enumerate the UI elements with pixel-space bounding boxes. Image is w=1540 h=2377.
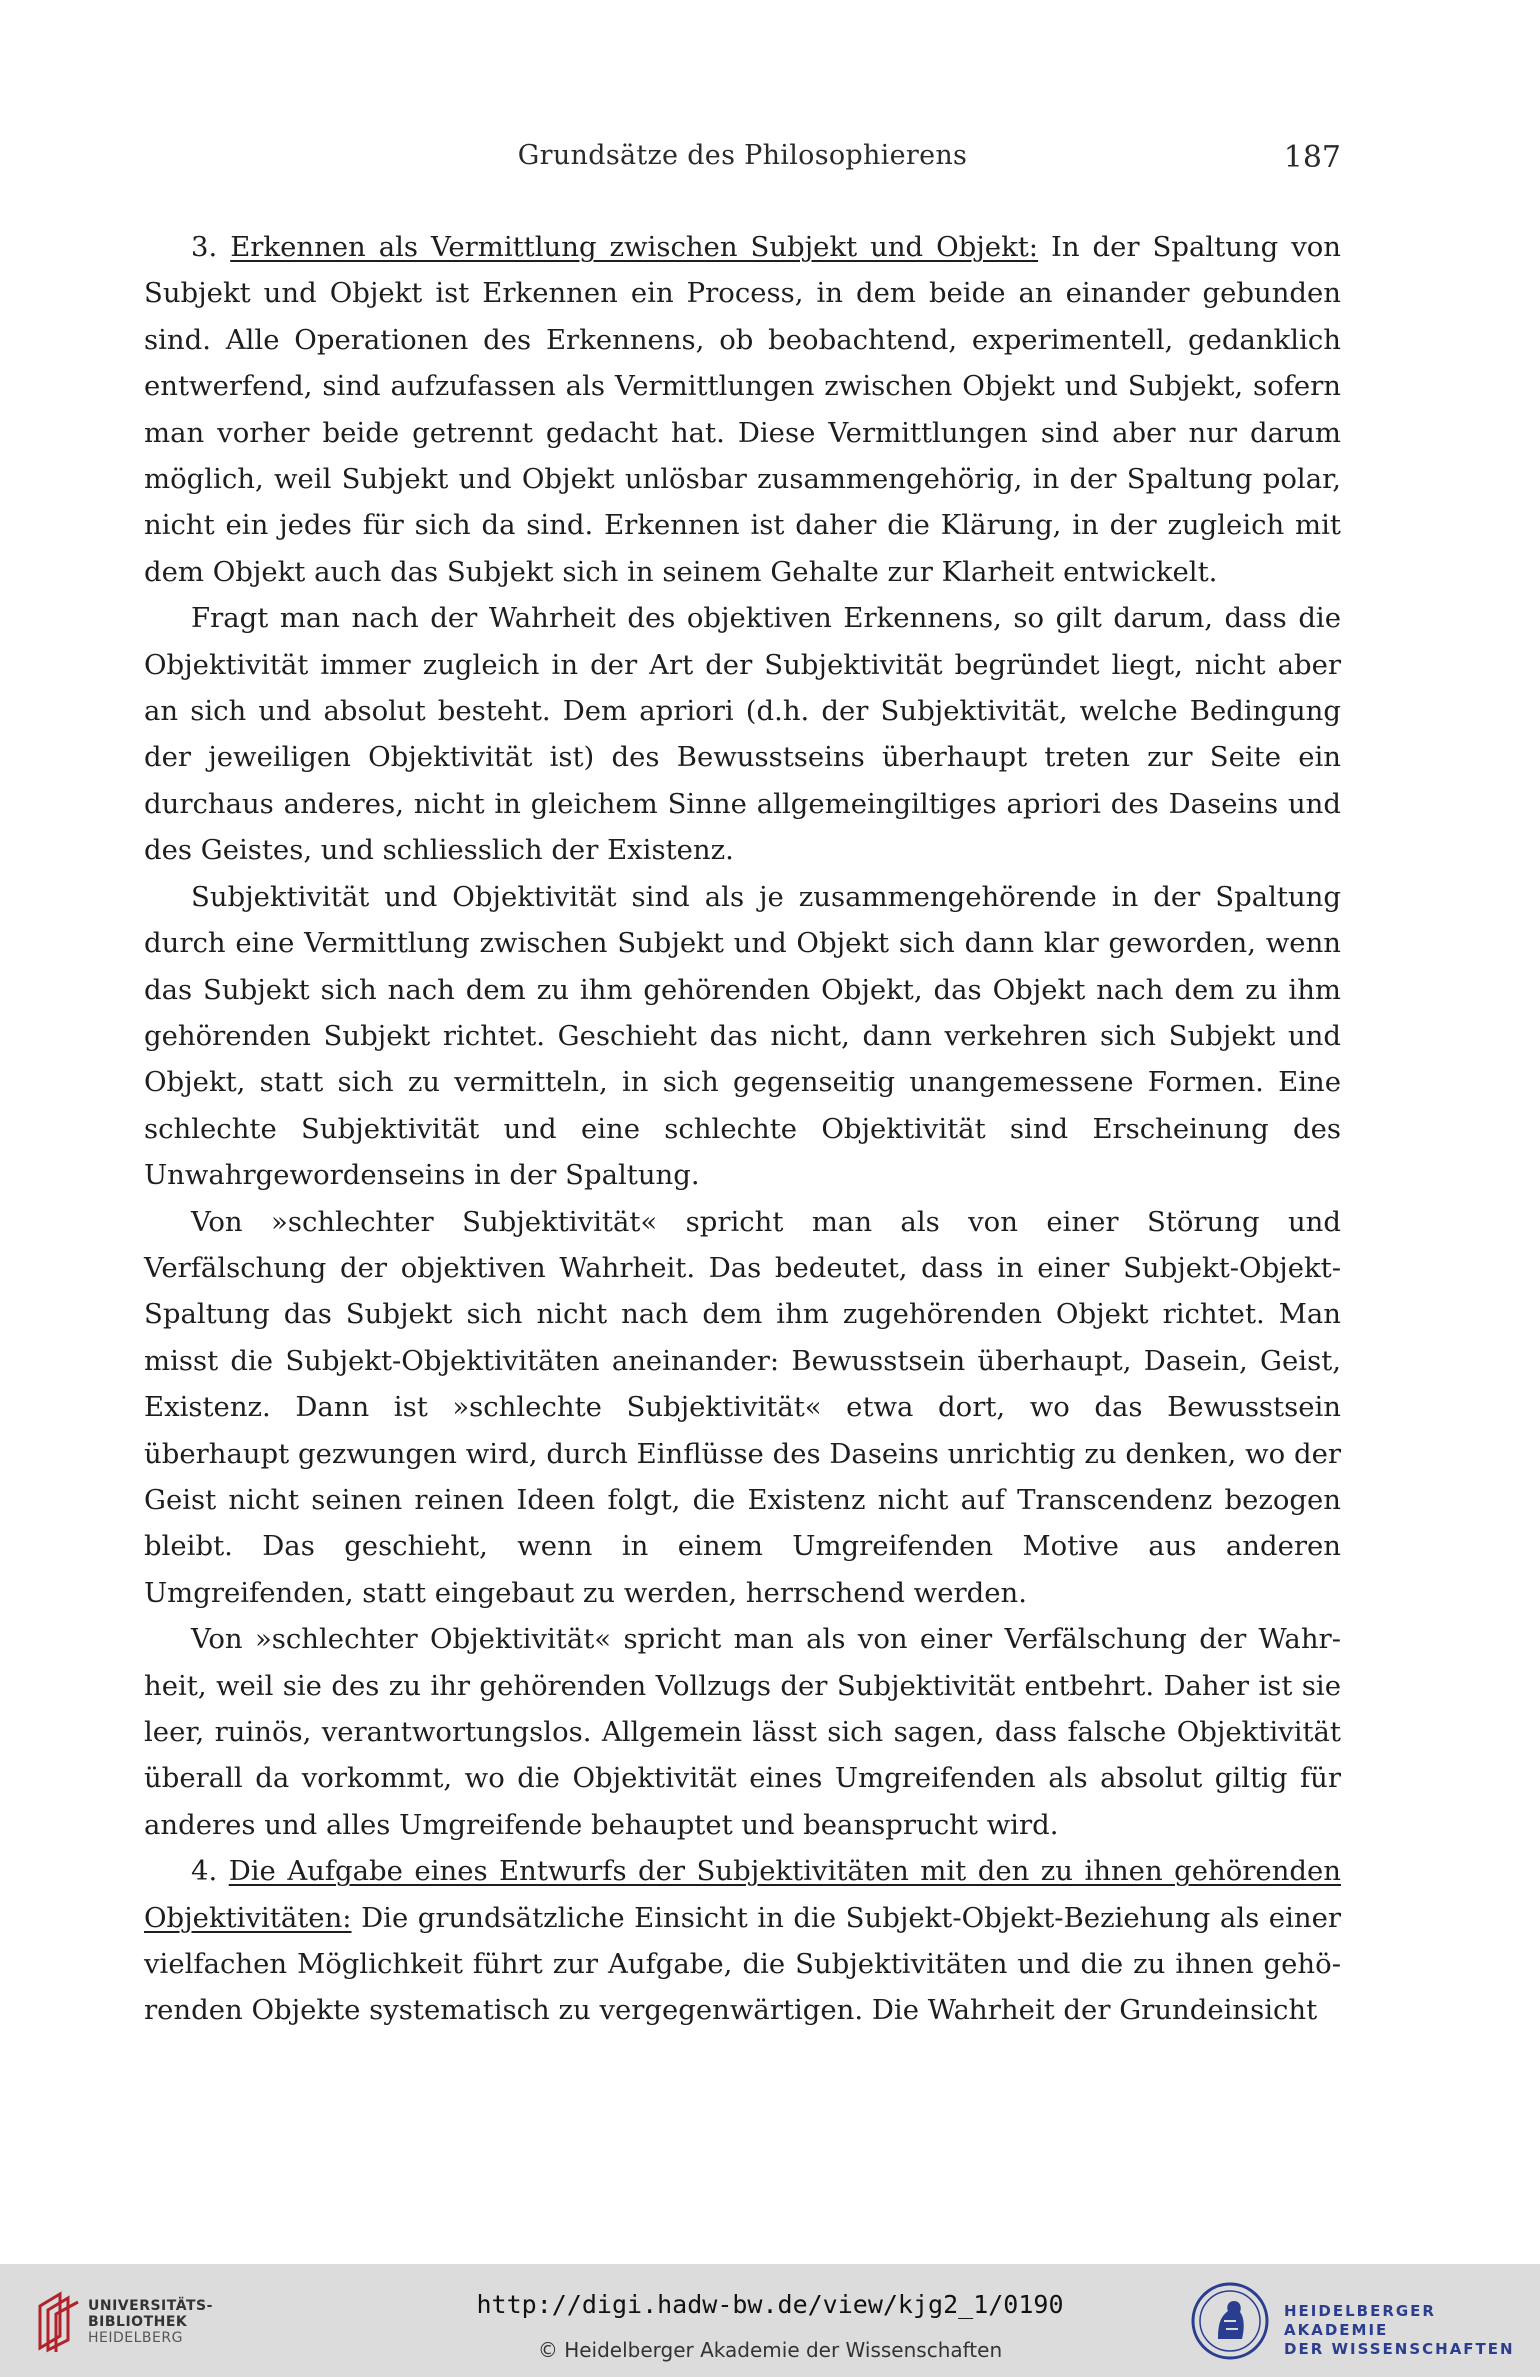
section-heading: Die Aufgabe eines Entwurfs der Subjektivitäten mit den zu ihnen gehörenden Objektivitäten:	[144, 1855, 1341, 1934]
academy-name-line: DER WISSENSCHAFTEN	[1284, 2340, 1515, 2358]
paragraph-text: In der Spaltung von Subjekt und Objekt ist Erkennen ein Process, in dem beide an einander gebunden sind. Alle Operationen des Erkennens, ob beobachtend, experimentell, gedanklich entwerfend, sind aufzufassen als Vermittlungen zwischen Objekt und Subjekt, sofern man vorher beide getrennt gedacht hat. Diese Vermittlungen sind aber nur darum möglich, weil Subjekt und Objekt unlösbar zusammengehörig, in der Spaltung polar, nicht ein jedes für sich da sind. Erkennen ist daher die Klärung, in der zugleich mit dem Objekt auch das Subjekt sich in seinem Gehalte zur Klarheit entwickelt.	[144, 231, 1341, 588]
page-number: 187	[1283, 140, 1341, 175]
academy-seal-icon[interactable]	[1190, 2281, 1270, 2361]
university-library-logo-icon[interactable]	[34, 2288, 84, 2354]
paragraph: Von »schlechter Objektivität« spricht man als von einer Verfälschung der Wahrheit, weil sie des zu ihr gehörenden Vollzugs der Subjektivität entbehrt. Daher ist sie leer, ruinös, verantwortungslos. Allgemein lässt sich sagen, dass falsche Objektivität überall da vorkommt, wo die Objektivität eines Umgreifenden als absolut giltig für anderes und alles Umgreifende behauptet und beansprucht wird.	[144, 1623, 1341, 1841]
paragraph-3	[144, 224, 1341, 595]
copyright-notice: © Heidelberger Akademie der Wissenschaften	[537, 2338, 1003, 2362]
running-title: Grundsätze des Philosophierens	[517, 140, 968, 171]
library-name-line: UNIVERSITÄTS-	[88, 2298, 213, 2314]
paragraph-4	[144, 1848, 1341, 2034]
paragraph: Fragt man nach der Wahrheit des objektiven Erkennens, so gilt darum, dass die Objektivität immer zugleich in der Art der Subjektivität begründet liegt, nicht aber an sich und absolut besteht. Dem apriori (d.h. der Subjektivität, welche Bedingung der jeweiligen Objektivität ist) des Bewusstseins überhaupt treten zur Seite ein durchaus anderes, nicht in gleichem Sinne allgemeingiltiges apriori des Daseins und des Geistes, und schliesslich der Existenz.	[144, 602, 1341, 867]
paragraph: Subjektivität und Objektivität sind als je zusammengehörende in der Spaltung durch eine Vermittlung zwischen Subjekt und Objekt sich dann klar geworden, wenn das Subjekt sich nach dem zu ihm gehörenden Objekt, das Objekt nach dem zu ihm gehörenden Subjekt richtet. Geschieht das nicht, dann verkehren sich Subjekt und Objekt, statt sich zu vermitteln, in sich gegenseitig unangemessene Formen. Eine schlechte Subjektivität und eine schlechte Objektivität sind Erscheinung des Unwahrgewordenseins in der Spaltung.	[144, 880, 1341, 1192]
library-name-line: HEIDELBERG	[88, 2330, 183, 2346]
academy-name-line: HEIDELBERGER AKADEMIE	[1284, 2302, 1436, 2339]
running-head	[144, 140, 1341, 184]
body-text	[144, 224, 1341, 2034]
paragraph: Von »schlechter Subjektivität« spricht man als von einer Störung und Verfälschung der objektiven Wahrheit. Das bedeutet, dass in einer Subjekt-Objekt-Spaltung das Subjekt sich nicht nach dem ihm zugehörenden Objekt richtet. Man misst die Subjekt-Objektivitäten aneinander: Bewusstsein überhaupt, Dasein, Geist, Existenz. Dann ist »schlechte Subjektivität« etwa dort, wo das Bewusstsein überhaupt gezwungen wird, durch Einflüsse des Daseins unrichtig zu denken, wo der Geist nicht seinen reinen Ideen folgt, die Existenz nicht auf Transcendenz bezogen bleibt. Das geschieht, wenn in einem Umgreifenden Motive aus anderen Umgreifenden, statt eingebaut zu werden, herrschend werden.	[144, 1205, 1341, 1609]
academy-name	[1284, 2302, 1540, 2359]
viewer-footer	[0, 2264, 1540, 2377]
document-url-link[interactable]: http://digi.hadw-bw.de/view/kjg2_1/0190	[476, 2290, 1064, 2319]
section-heading: Erkennen als Vermittlung zwischen Subjekt und Objekt:	[230, 231, 1039, 263]
paragraph-text: Die grundsätzliche Einsicht in die Subjekt-Objekt-Beziehung als einer vielfachen Möglichkeit führt zur Aufgabe, die Subjektivitäten und die zu ihnen gehörenden Objekte systematisch zu vergegenwärtigen. Die Wahrheit der Grundeinsicht	[144, 1901, 1341, 2027]
section-number: 4.	[191, 1855, 229, 1888]
library-name	[88, 2298, 213, 2346]
library-name-line: BIBLIOTHEK	[88, 2314, 188, 2330]
section-number: 3.	[191, 231, 231, 263]
